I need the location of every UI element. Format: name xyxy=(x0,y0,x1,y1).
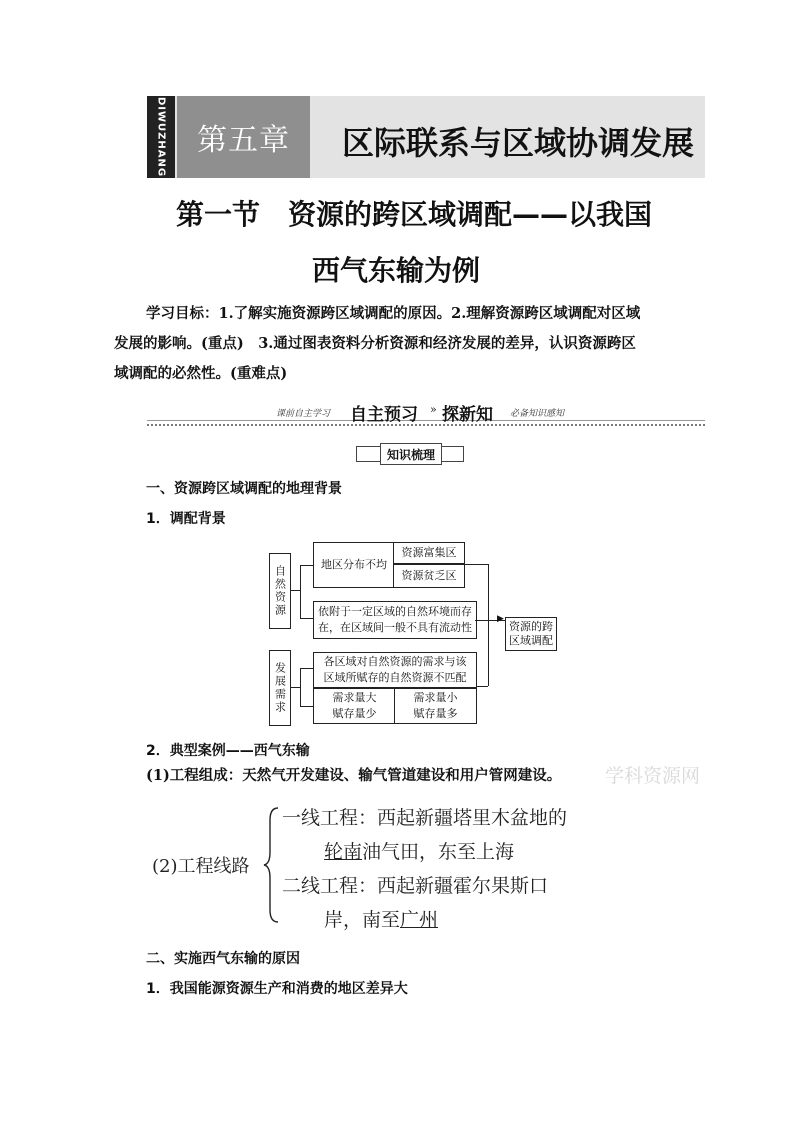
objectives-line1: 学习目标：1.了解实施资源跨区域调配的原因。2.理解资源跨区域调配对区域 xyxy=(146,305,641,322)
diagram-result-l1: 资源的跨 xyxy=(509,620,553,633)
route-line1-b xyxy=(324,837,514,864)
diagram-mismatch-box xyxy=(313,652,477,688)
diagram-dependent-l2: 在，在区域间一般不具有流动性 xyxy=(318,621,472,634)
route-line2-a: 二线工程：西起新疆霍尔果斯口 xyxy=(282,875,549,897)
diagram-small-demand-l1: 需求量小 xyxy=(413,691,458,704)
watermark-text: 学科资源网 xyxy=(605,765,701,787)
route-line1-a: 一线工程：西起新疆塔里木盆地的 xyxy=(282,807,568,829)
route-line2-b1: 岸，南至 xyxy=(324,909,401,931)
diagram-connector xyxy=(300,706,313,707)
diagram-dependent-l1: 依附于一定区域的自然环境而存 xyxy=(318,605,472,618)
chapter-title: 区际联系与区域协调发展 xyxy=(342,124,695,162)
part2-composition: (1)工程组成：天然气开发建设、输气管道建设和用户管网建设。 xyxy=(146,767,562,784)
diagram-big-demand-l2: 赋存量少 xyxy=(332,707,377,720)
diagram-rich-box xyxy=(393,542,465,564)
diagram-mismatch-l2: 区域所赋存的自然资源不匹配 xyxy=(323,671,467,684)
diagram-small-demand-box xyxy=(394,688,477,724)
diagram-rich-text: 资源富集区 xyxy=(401,546,457,559)
diagram-connector xyxy=(463,564,488,565)
diagram-result-box xyxy=(505,617,557,651)
diagram-big-demand-l1: 需求量大 xyxy=(332,691,377,704)
part2-sub2: 2．典型案例——西气东输 xyxy=(146,743,310,759)
diagram-small-demand-l2: 赋存量多 xyxy=(413,707,458,720)
objectives-line3: 域调配的必然性。(重难点) xyxy=(114,365,288,382)
preview-band-title-1: 自主预习 xyxy=(350,405,418,425)
diagram-result-l2: 区域调配 xyxy=(509,634,553,647)
chevron-right-icon: » xyxy=(430,403,437,416)
preview-band-right-text: 必备知识感知 xyxy=(510,409,565,419)
brace-icon xyxy=(262,806,280,924)
diagram-natural-label: 自然资源 xyxy=(269,553,291,629)
route-line1-b1: 轮南 xyxy=(324,841,363,863)
section-title-line1: 第一节 资源的跨区域调配——以我国 xyxy=(176,198,653,231)
arrow-right-icon: ▶ xyxy=(497,614,504,624)
preview-band-title-2: 探新知 xyxy=(442,405,493,425)
preview-band-line-bottom xyxy=(147,424,705,426)
route-line1-b2: 油气田，东至上海 xyxy=(362,841,515,863)
route-label: (2)工程线路 xyxy=(152,856,250,877)
part3-heading: 二、实施西气东输的原因 xyxy=(146,951,300,967)
route-line2-b2: 广州 xyxy=(400,909,439,931)
section-title-line2: 西气东输为例 xyxy=(312,254,481,287)
objectives-line2: 发展的影响。(重点) 3.通过图表资料分析资源和经济发展的差异，认识资源跨区 xyxy=(114,335,636,352)
knowledge-tag: 知识梳理 xyxy=(380,443,442,465)
diagram-demand-label: 发展需求 xyxy=(269,650,291,726)
preview-band-line-top xyxy=(147,420,705,421)
diagram-connector xyxy=(488,564,489,686)
diagram-connector xyxy=(300,618,313,619)
chapter-label: 第五章 xyxy=(177,96,310,178)
diagram-connector xyxy=(300,668,313,669)
diagram-connector xyxy=(290,590,300,591)
part3-sub1: 1．我国能源资源生产和消费的地区差异大 xyxy=(146,981,408,997)
diagram-poor-text: 资源贫乏区 xyxy=(401,569,457,582)
preview-band-left-text: 课前自主学习 xyxy=(276,409,331,419)
diagram-poor-box xyxy=(393,564,465,588)
part1-sub1: 1．调配背景 xyxy=(146,511,226,527)
diagram-connector xyxy=(290,687,300,688)
diagram-mismatch-l1: 各区域对自然资源的需求与该 xyxy=(323,655,467,668)
diagram-dependent-box xyxy=(313,601,477,639)
diagram-connector xyxy=(300,565,313,566)
chapter-side-tab: DIWUZHANG xyxy=(147,96,175,178)
diagram-connector xyxy=(300,565,301,618)
part1-heading: 一、资源跨区域调配的地理背景 xyxy=(146,481,342,497)
diagram-uneven-box: 地区分布不均 xyxy=(313,542,395,588)
diagram-connector xyxy=(300,668,301,706)
route-line2-b xyxy=(324,905,438,932)
diagram-big-demand-box xyxy=(313,688,396,724)
